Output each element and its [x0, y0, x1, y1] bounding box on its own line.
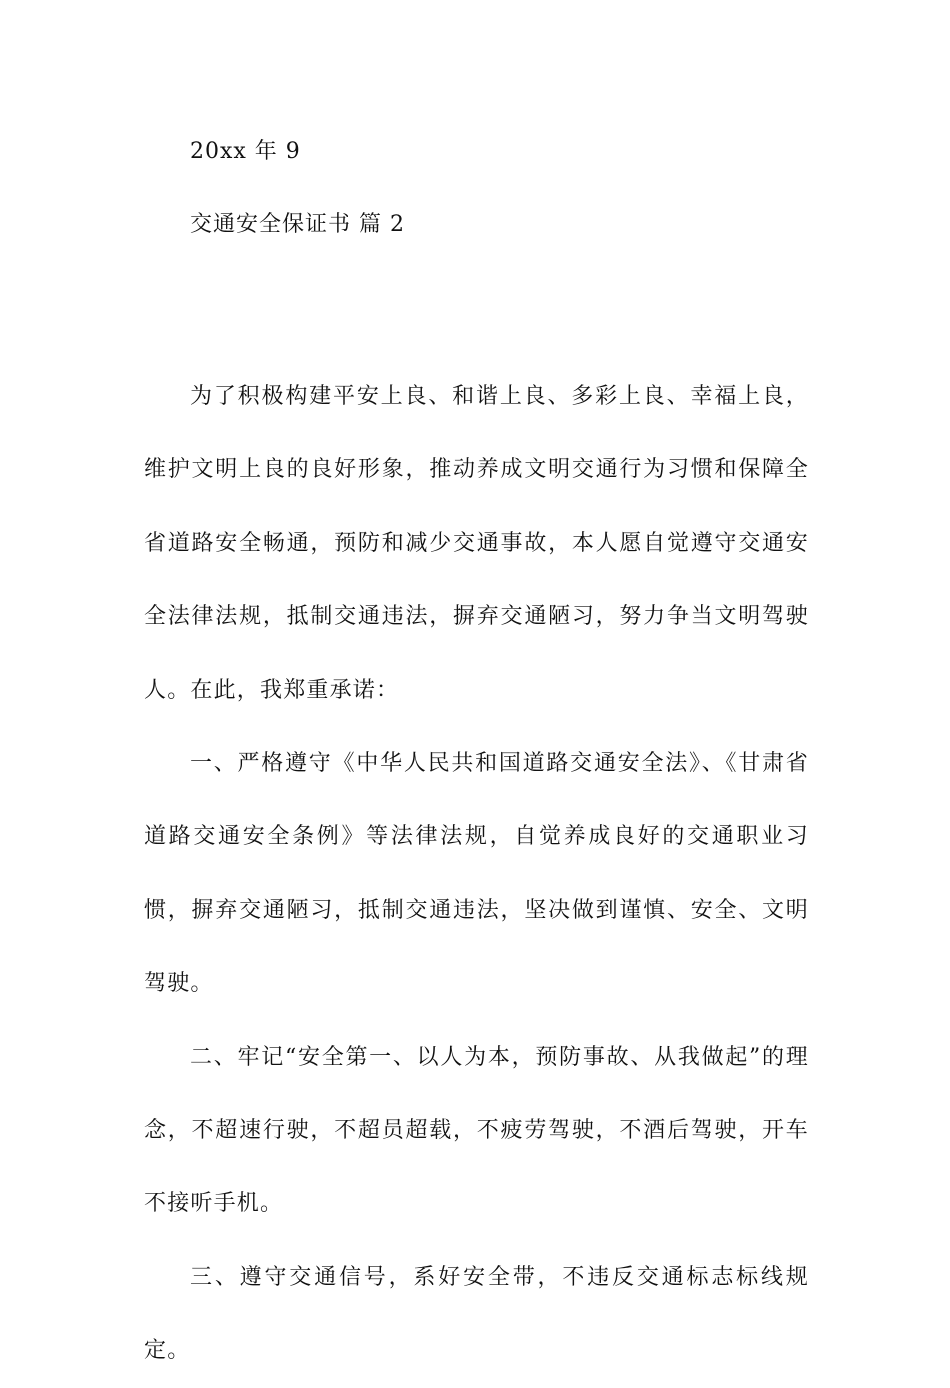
- document-heading: 交通安全保证书 篇 2: [190, 212, 405, 237]
- paragraph-intro: 为了积极构建平安上良、和谐上良、多彩上良、幸福上良，维护文明上良的良好形象，推动养成文明交通行为习惯和保障全省道路安全畅通，预防和减少交通事故，本人愿自觉遵守交通安全法律法规，抵制交通违法，摒弃交通陋习，努力争当文明驾驶人。在此，我郑重承诺：: [144, 384, 809, 703]
- document-body: [144, 360, 809, 1388]
- date-line: 20xx 年 9: [190, 139, 301, 164]
- paragraph-item-3: 三、遵守交通信号，系好安全带，不违反交通标志标线规定。: [144, 1264, 809, 1364]
- paragraph-item-1: 一、严格遵守《中华人民共和国道路交通安全法》、《甘肃省道路交通安全条例》等法律法规，自觉养成良好的交通职业习惯，摒弃交通陋习，抵制交通违法，坚决做到谨慎、安全、文明驾驶。: [144, 751, 809, 997]
- paragraph-item-2: 二、牢记“安全第一、以人为本，预防事故、从我做起”的理念，不超速行驶，不超员超载，不疲劳驾驶，不酒后驾驶，开车不接听手机。: [144, 1044, 809, 1217]
